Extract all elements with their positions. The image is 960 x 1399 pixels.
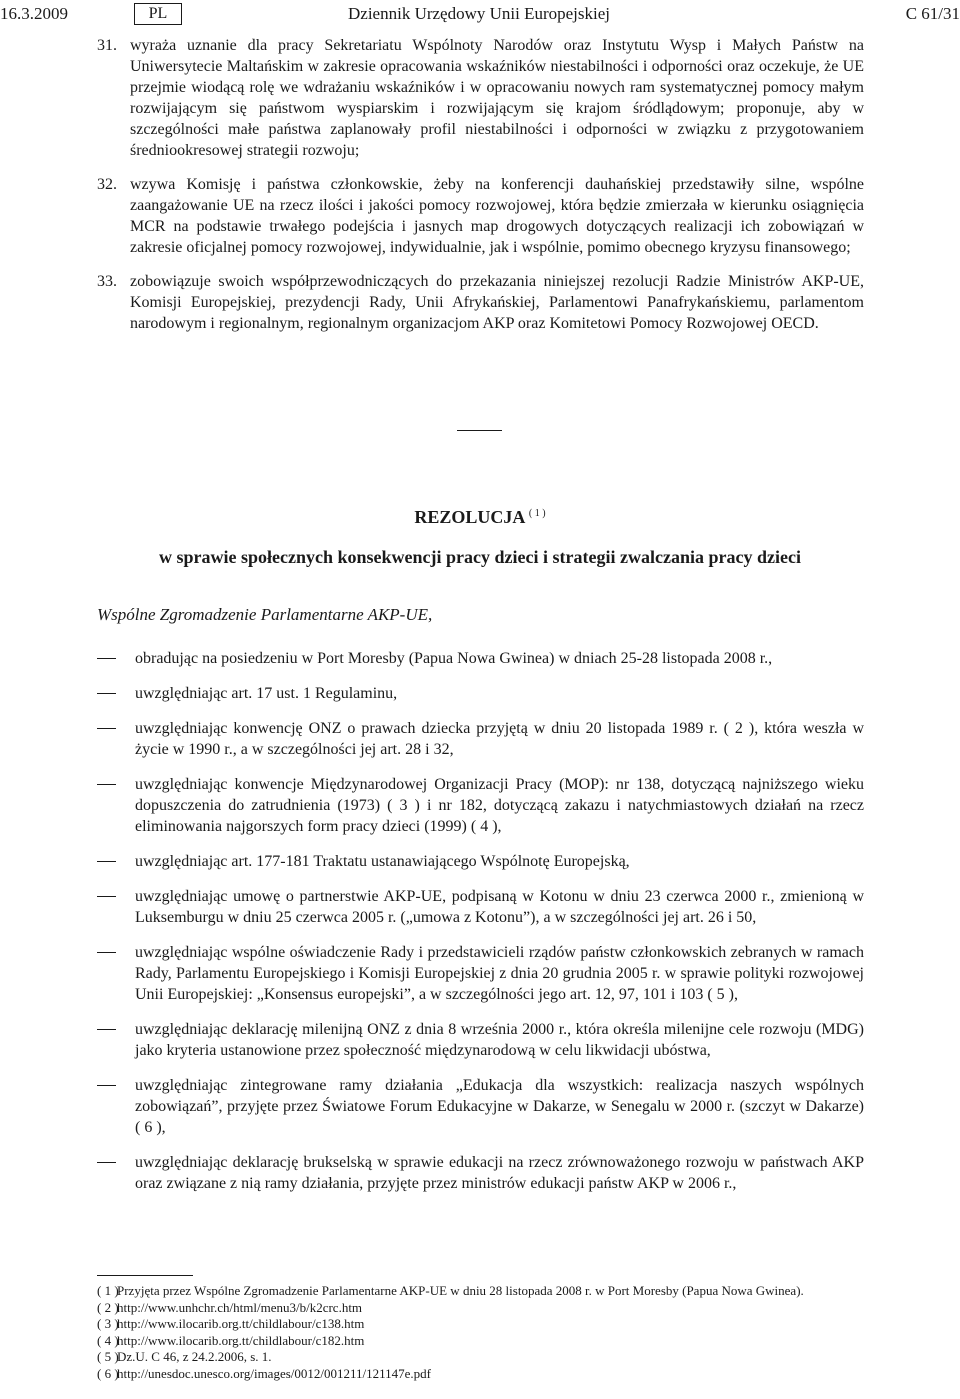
paragraph-31 bbox=[97, 35, 864, 161]
recital-text: obradując na posiedzeniu w Port Moresby (Papua Nowa Gwinea) w dniach 25-28 listopada 2008 r., bbox=[135, 650, 773, 667]
recital-text: uwzględniając zintegrowane ramy działania „Edukacja dla wszystkich: realizacja naszych wspólnych zobowiązań”, przyjęte przez Światowe Forum Edukacyjne w Dakarze, w Senegalu w 2000 r. (szczyt w Dakarze) ( 6 ), bbox=[135, 1077, 864, 1136]
footnote-text: Przyjęta przez Wspólne Zgromadzenie Parlamentarne AKP-UE w dniu 28 listopada 2008 r. w Port Moresby (Papua Nowa Gwinea). bbox=[117, 1283, 804, 1298]
paragraph-text: wyraża uznanie dla pracy Sekretariatu Wspólnoty Narodów oraz Instytutu Wysp i Małych Państw na Uniwersytecie Maltańskim w zakresie opracowania wskaźników niestabilności i odporności oraz oczekuje, że UE przejmie wiodącą rolę we wdrażaniu wskaźników i w opracowaniu nowych ram systematycznej pomocy małym rozwijającym się państwom wyspiarskim i rozwijającym się krajom śródlądowym; proponuje, aby w szczególności małe państwa zaplanowały profil niestabilności i odporności w związku z przygotowaniem średniookresowej strategii rozwoju; bbox=[130, 37, 864, 159]
footnote-text: Dz.U. C 46, z 24.2.2006, s. 1. bbox=[117, 1349, 272, 1364]
recital-text: uwzględniając konwencję ONZ o prawach dziecka przyjętą w dniu 20 listopada 1989 r. ( 2 ), która weszła w życie w 1990 r., a w szczególności jej art. 28 i 32, bbox=[135, 720, 864, 758]
recital-text: uwzględniając konwencje Międzynarodowej Organizacji Pracy (MOP): nr 138, dotyczącą najniższego wieku dopuszczenia do zatrudnienia (1973) ( 3 ) i nr 182, dotyczącą zakazu i natychmiastowych działań na rzecz eliminowania najgorszych form pracy dzieci (1999) ( 4 ), bbox=[135, 776, 864, 835]
paragraph-number: 32. bbox=[97, 176, 117, 193]
footnote-item bbox=[97, 1316, 864, 1333]
footnote-mark: ( 6 ) bbox=[97, 1365, 119, 1381]
footnote-mark: ( 2 ) bbox=[97, 1299, 119, 1315]
paragraph-33 bbox=[97, 271, 864, 334]
recital-text: uwzględniając deklarację brukselską w sprawie edukacji na rzecz zrównoważonego rozwoju w państwach AKP oraz związane z nią ramy działania, przyjęte przez ministrów edukacji państw AKP w 2006 r., bbox=[135, 1154, 864, 1192]
dash-marker bbox=[97, 952, 116, 953]
paragraph-number: 33. bbox=[97, 273, 117, 290]
paragraph-number: 31. bbox=[97, 37, 117, 54]
recital-item bbox=[97, 1075, 864, 1138]
paragraph-32 bbox=[97, 174, 864, 258]
page-reference: C 61/31 bbox=[905, 4, 960, 23]
paragraph-text: zobowiązuje swoich współprzewodniczących do przekazania niniejszej rezolucji Radzie Ministrów AKP-UE, Komisji Europejskiej, prezydencji Rady, Unii Afrykańskiej, Parlamentowi Panafrykańskiemu, parlamentom narodowym i regionalnym, regionalnym organizacjom AKP oraz Komitetowi Pomocy Rozwojowej OECD. bbox=[130, 273, 864, 332]
footnote-ref-1[interactable]: ( 1 ) bbox=[528, 508, 546, 519]
footnote-rule bbox=[97, 1275, 193, 1276]
assembly-name: Wspólne Zgromadzenie Parlamentarne AKP-UE, bbox=[97, 605, 433, 624]
recital-item bbox=[97, 942, 864, 1005]
recital-item bbox=[97, 886, 864, 928]
journal-title: Dziennik Urzędowy Unii Europejskiej bbox=[348, 4, 611, 23]
recitals-list bbox=[97, 648, 864, 1208]
resolution-title-text: REZOLUCJA bbox=[414, 507, 525, 527]
footnote-link[interactable]: http://www.ilocarib.org.tt/childlabour/c138.htm bbox=[117, 1316, 365, 1331]
footnote-mark: ( 4 ) bbox=[97, 1332, 119, 1348]
dash-marker bbox=[97, 728, 116, 729]
dash-marker bbox=[97, 784, 116, 785]
footnote-item bbox=[97, 1283, 864, 1300]
footnote-mark: ( 1 ) bbox=[97, 1283, 119, 1298]
footnote-item bbox=[97, 1349, 864, 1366]
recital-item bbox=[97, 774, 864, 837]
dash-marker bbox=[97, 693, 116, 694]
language-badge: PL bbox=[134, 3, 182, 25]
dash-marker bbox=[97, 896, 116, 897]
resolution-subtitle: w sprawie społecznych konsekwencji pracy dzieci i strategii zwalczania pracy dzieci bbox=[159, 547, 801, 567]
footnote-link[interactable]: http://www.unhchr.ch/html/menu3/b/k2crc.htm bbox=[117, 1299, 363, 1315]
recital-text: uwzględniając art. 177-181 Traktatu ustanawiającego Wspólnotę Europejską, bbox=[135, 853, 630, 870]
section-separator bbox=[457, 430, 502, 431]
recital-item bbox=[97, 1019, 864, 1061]
footnote-mark: ( 3 ) bbox=[97, 1316, 119, 1331]
recital-item bbox=[97, 1152, 864, 1194]
recital-text: uwzględniając deklarację milenijną ONZ z dnia 8 września 2000 r., która określa milenijne cele rozwoju (MDG) jako kryteria ustanowione przez społeczność międzynarodową w celu likwidacji ubóstwa, bbox=[135, 1021, 864, 1059]
recital-text: uwzględniając umowę o partnerstwie AKP-UE, podpisaną w Kotonu w dniu 23 czerwca 2000 r., zmienioną w Luksemburgu w dniu 25 czerwca 2005 r. („umowa z Kotonu”), a w szczególności jej art. 26 i 50, bbox=[135, 888, 864, 926]
recital-item bbox=[97, 718, 864, 760]
resolution-title bbox=[0, 506, 960, 528]
recital-text: uwzględniając art. 17 ust. 1 Regulaminu, bbox=[135, 685, 398, 702]
dash-marker bbox=[97, 861, 116, 862]
recital-item bbox=[97, 683, 864, 704]
footnote-link[interactable]: http://www.ilocarib.org.tt/childlabour/c182.htm bbox=[117, 1332, 365, 1348]
recital-item bbox=[97, 851, 864, 872]
publication-date: 16.3.2009 bbox=[0, 4, 68, 23]
page-header bbox=[0, 4, 960, 26]
paragraph-text: wzywa Komisję i państwa członkowskie, żeby na konferencji dauhańskiej przedstawiły silne, wspólne zaangażowanie UE na rzecz ilości i jakości pomocy rozwojowej, która będzie zmierzała w kierunku osiągnięcia MCR na podstawie trwałego podejścia i jasnych map drogowych dotyczących realizacji ich zobowiązań w zakresie oficjalnej pomocy rozwojowej, indywidualnie, jak i wspólnie, pomimo obecnego kryzysu finansowego; bbox=[130, 176, 864, 256]
footnote-link[interactable]: http://unesdoc.unesco.org/images/0012/001211/121147e.pdf bbox=[117, 1365, 432, 1381]
footnote-item bbox=[97, 1366, 864, 1383]
footnote-item bbox=[97, 1300, 864, 1317]
footnote-mark: ( 5 ) bbox=[97, 1349, 119, 1364]
recital-text: uwzględniając wspólne oświadczenie Rady i przedstawicieli rządów państw członkowskich zebranych w ramach Rady, Parlamentu Europejskiego i Komisji Europejskiej z dnia 20 grudnia 2005 r. w sprawie polityki rozwojowej Unii Europejskiej: „Konsensus europejski”, a w szczególności jego art. 12, 97, 101 i 103 ( 5 ), bbox=[135, 944, 864, 1003]
recital-item bbox=[97, 648, 864, 669]
footnote-item bbox=[97, 1333, 864, 1350]
dash-marker bbox=[97, 1029, 116, 1030]
dash-marker bbox=[97, 658, 116, 659]
footnotes bbox=[97, 1283, 864, 1382]
numbered-paragraphs bbox=[97, 35, 864, 347]
dash-marker bbox=[97, 1085, 116, 1086]
dash-marker bbox=[97, 1162, 116, 1163]
